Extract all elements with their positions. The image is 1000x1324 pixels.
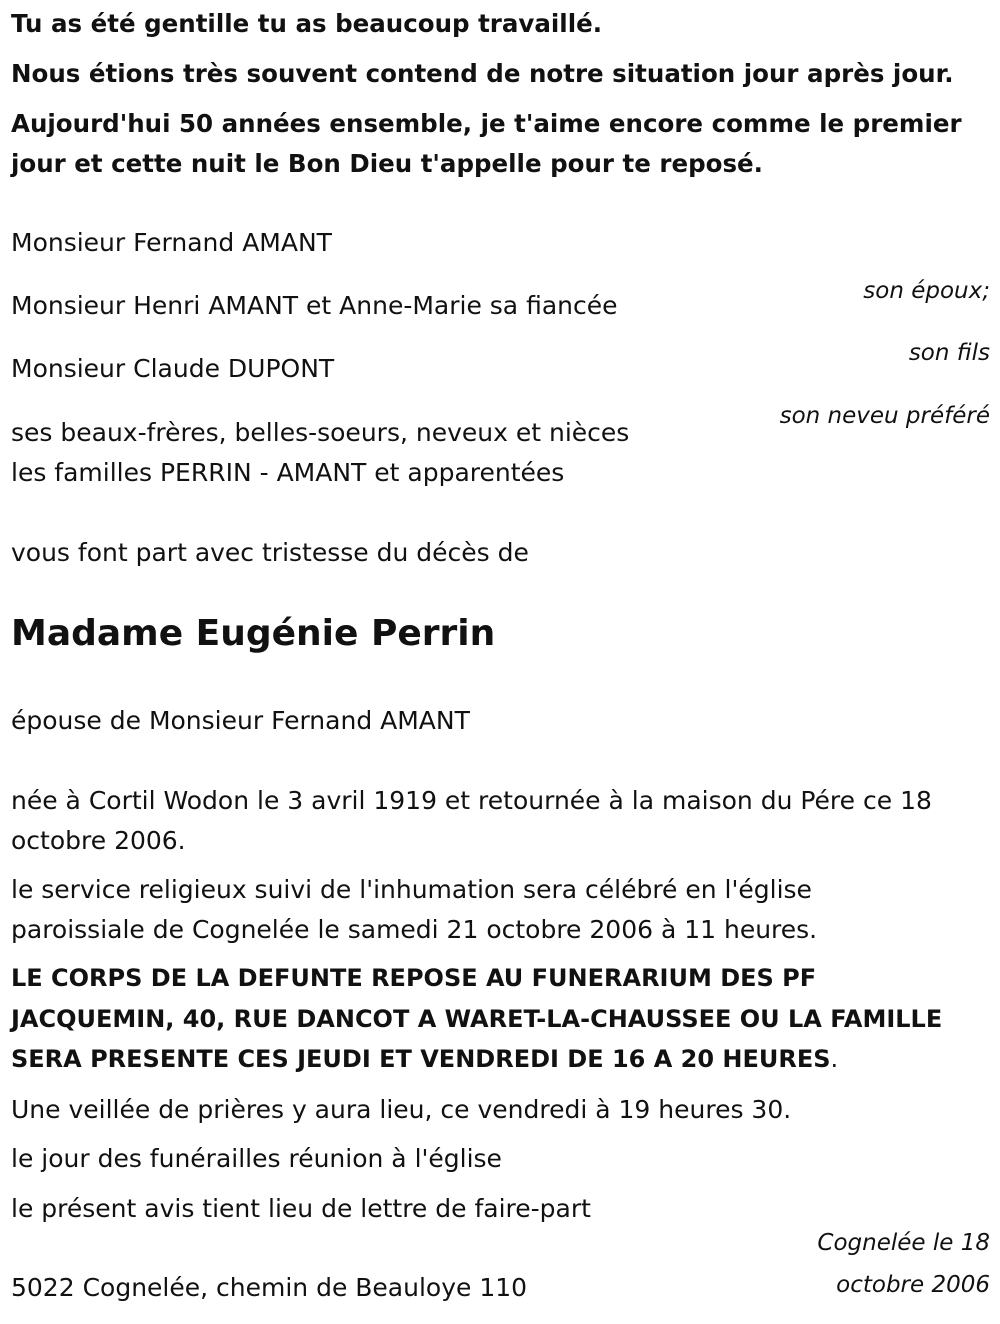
service-line-1: le service religieux suivi de l'inhumation sera célébré en l'église <box>11 875 812 904</box>
relatives-line-1: ses beaux-frères, belles-soeurs, neveux et nièces <box>11 418 630 447</box>
funerarium-line-1: LE CORPS DE LA DEFUNTE REPOSE AU FUNERARIUM DES PF <box>11 964 817 992</box>
announcement-text: vous font part avec tristesse du décès de <box>11 538 529 567</box>
intro-line-3a: Aujourd'hui 50 années ensemble, je t'aime encore comme le premier <box>11 109 962 138</box>
spouse-line: épouse de Monsieur Fernand AMANT <box>11 706 470 735</box>
intro-line-2: Nous étions très souvent contend de notre situation jour après jour. <box>11 59 954 88</box>
family-relation-son: son fils <box>908 340 990 366</box>
notice-line: le présent avis tient lieu de lettre de faire-part <box>11 1194 591 1223</box>
place-date-line-2: octobre 2006 <box>836 1272 990 1298</box>
service-line-2: paroissiale de Cognelée le samedi 21 octobre 2006 à 11 heures. <box>11 915 818 944</box>
intro-line-1: Tu as été gentille tu as beaucoup travaillé. <box>11 9 603 38</box>
address-line: 5022 Cognelée, chemin de Beauloye 110 <box>11 1273 528 1302</box>
birth-line-2: octobre 2006. <box>11 826 186 855</box>
vigil-line: Une veillée de prières y aura lieu, ce vendredi à 19 heures 30. <box>11 1095 792 1124</box>
funerarium-line-3-wrap <box>11 1039 838 1079</box>
meeting-line: le jour des funérailles réunion à l'église <box>11 1144 502 1173</box>
funerarium-line-3: SERA PRESENTE CES JEUDI ET VENDREDI DE 16 A 20 HEURES <box>11 1045 831 1073</box>
place-date <box>790 1222 990 1306</box>
family-name-nephew: Monsieur Claude DUPONT <box>11 354 335 383</box>
intro-line-3b: jour et cette nuit le Bon Dieu t'appelle pour te reposé. <box>11 149 763 178</box>
birth-line-1: née à Cortil Wodon le 3 avril 1919 et retournée à la maison du Pére ce 18 <box>11 786 932 815</box>
funerarium-line-2: JACQUEMIN, 40, RUE DANCOT A WARET-LA-CHAUSSEE OU LA FAMILLE <box>11 1005 943 1033</box>
family-relation-nephew: son neveu préféré <box>779 403 990 429</box>
funerarium-period: . <box>830 1045 839 1073</box>
place-date-line-1: Cognelée le 18 <box>817 1230 990 1256</box>
family-name-son: Monsieur Henri AMANT et Anne-Marie sa fiancée <box>11 291 618 320</box>
family-relation-spouse: son époux; <box>863 278 990 304</box>
deceased-name: Madame Eugénie Perrin <box>11 613 496 654</box>
family-name-spouse: Monsieur Fernand AMANT <box>11 228 332 257</box>
relatives-line-2: les familles PERRIN - AMANT et apparentées <box>11 458 565 487</box>
